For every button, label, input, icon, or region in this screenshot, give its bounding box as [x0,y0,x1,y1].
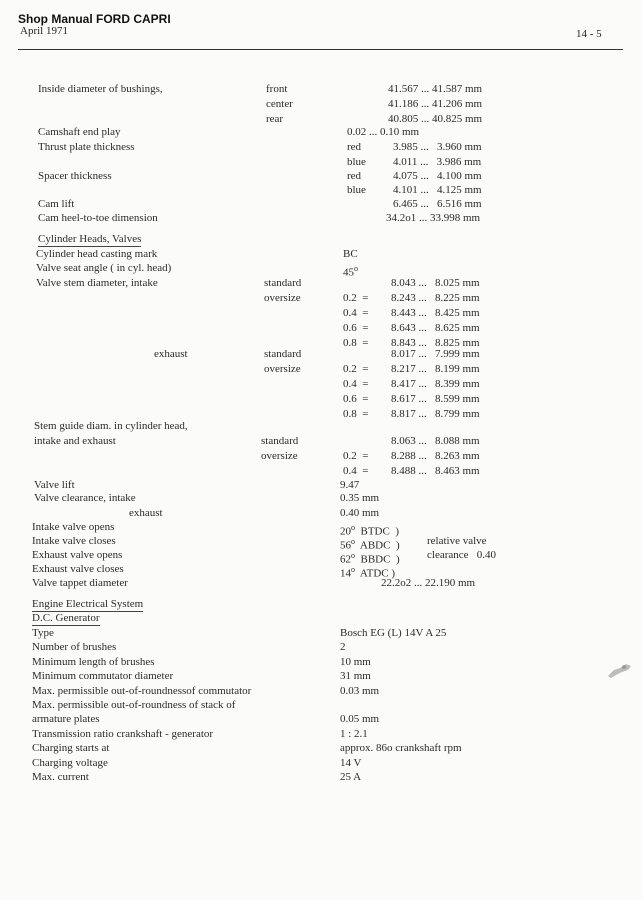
exhaust-standard-label: standard [264,348,302,360]
bushings-label: Inside diameter of bushings, [38,83,163,95]
exhaust-stem-oversize-4: 0.8 = [343,408,369,420]
casting-mark-label: Cylinder head casting mark [36,248,158,260]
guide-label-line1: Stem guide diam. in cylinder head, [34,420,188,432]
generator-spec-value-1: 2 [340,641,346,654]
manual-title: Shop Manual FORD CAPRI [18,12,171,26]
intake-stem-range-3: 8.643 ... 8.625 mm [391,322,480,334]
thrust-blue-value: 4.011 ... 3.986 mm [393,156,482,168]
spacer-red-value: 4.075 ... 4.100 mm [393,170,482,182]
casting-mark-value: BC [343,248,358,260]
exhaust-opens-value: 62$^o$ BBDC ) [340,551,400,566]
thrust-red-value: 3.985 ... 3.960 mm [393,141,482,153]
exhaust-opens-ref: BBDC ) [360,553,400,566]
generator-spec-label-0: Type [32,627,54,639]
section-dc-generator: D.C. Generator [32,612,100,624]
spacer-blue-label: blue [347,184,366,196]
generator-spec-label-6: armature plates [32,713,100,726]
exhaust-closes-value: 14$^o$ ATDC ) [340,565,396,580]
bushing-center-label: center [266,98,293,110]
thrust-red-label: red [347,141,362,153]
valve-lift-value: 9.47 [340,479,360,491]
valve-clearance-label: Valve clearance, intake [34,492,136,504]
stem-diameter-label: Valve stem diameter, intake [36,277,158,289]
page-number: 14 - 5 [576,28,602,40]
ink-smudge [604,660,634,682]
bushing-rear-label: rear [266,113,284,125]
intake-stem-range-4: 8.843 ... 8.825 mm [391,337,480,349]
valve-clearance-intake-value: 0.35 mm [340,492,380,504]
intake-closes-label: Intake valve closes [32,535,116,547]
generator-spec-label-2: Minimum length of brushes [32,655,155,668]
generator-spec-label-7: Transmission ratio crankshaft - generator [32,727,214,740]
intake-closes-ref: ABDC ) [359,539,400,552]
issue-date: April 1971 [20,25,68,37]
generator-spec-label-8: Charging starts at [32,742,110,755]
valve-clearance-exhaust-label: exhaust [129,507,163,519]
exhaust-stem-range-4: 8.817 ... 8.799 mm [391,408,480,420]
spacer-red-label: red [347,170,362,182]
exhaust-stem-oversize-1: 0.2 = [343,363,369,375]
guide-oversize-1: 0.2 = [343,450,369,462]
generator-spec-value-3: 31 mm [340,670,371,683]
generator-spec-value-4: 0.03 mm [340,684,380,697]
guide-oversize-label: oversize [261,450,298,462]
guide-label-line2: intake and exhaust [34,435,116,447]
generator-spec-value-6: 0.05 mm [340,713,380,726]
generator-spec-value-0: Bosch EG (L) 14V A 25 [340,627,447,639]
generator-spec-value-2: 10 mm [340,655,371,668]
bushing-center-value: 41.186 ... 41.206 mm [388,98,483,110]
generator-spec-value-10: 25 A [340,771,362,783]
guide-range-2: 8.488 ... 8.463 mm [391,465,480,477]
intake-standard-label: standard [264,277,302,289]
exhaust-stem-oversize-3: 0.6 = [343,393,369,405]
guide-standard-label: standard [261,435,299,447]
guide-oversize-2: 0.4 = [343,465,369,477]
section-cylinder-heads: Cylinder Heads, Valves [38,233,142,245]
intake-stem-range-0: 8.043 ... 8.025 mm [391,277,480,289]
guide-range-1: 8.288 ... 8.263 mm [391,450,480,462]
intake-stem-oversize-4: 0.8 = [343,337,369,349]
valve-clearance-exhaust-value: 0.40 mm [340,507,380,519]
generator-spec-label-1: Number of brushes [32,641,117,654]
intake-closes-value: 56$^o$ ABDC ) [340,537,400,552]
generator-spec-value-7: 1 : 2.1 [340,727,368,740]
exhaust-stem-range-3: 8.617 ... 8.599 mm [391,393,480,405]
valve-lift-label: Valve lift [34,479,75,491]
cam-lift-value: 6.465 ... 6.516 mm [393,198,482,210]
tappet-value: 22.2o2 ... 22.190 mm [381,577,476,589]
intake-closes-degrees: 56 [340,539,351,552]
generator-spec-label-5: Max. permissible out-of-roundness of stack of [32,699,236,711]
cam-heel-label: Cam heel-to-toe dimension [38,212,158,224]
generator-spec-label-10: Max. current [32,771,89,783]
exhaust-stem-range-1: 8.217 ... 8.199 mm [391,363,480,375]
header-rule [18,49,623,50]
spacer-blue-value: 4.101 ... 4.125 mm [393,184,482,196]
valve-seat-label: Valve seat angle ( in cyl. head) [36,262,172,274]
endplay-value: 0.02 ... 0.10 mm [347,126,420,138]
generator-spec-label-3: Minimum commutator diameter [32,670,174,683]
generator-spec-value-8: approx. 86o crankshaft rpm [340,742,462,755]
section-electrical: Engine Electrical System [32,598,144,610]
bushing-front-label: front [266,83,288,95]
cam-lift-label: Cam lift [38,198,75,210]
exhaust-oversize-label: oversize [264,363,301,375]
exhaust-closes-ref: ATDC ) [359,567,396,580]
guide-range-0: 8.063 ... 8.088 mm [391,435,480,447]
intake-oversize-label: oversize [264,292,301,304]
intake-stem-range-2: 8.443 ... 8.425 mm [391,307,480,319]
spacer-label: Spacer thickness [38,170,112,182]
intake-stem-oversize-3: 0.6 = [343,322,369,334]
timing-note-line1: relative valve [427,535,487,547]
valve-seat-value: 45$^o$ [343,264,358,279]
intake-stem-oversize-2: 0.4 = [343,307,369,319]
generator-spec-label-9: Charging voltage [32,756,108,769]
exhaust-stem-range-0: 8.017 ... 7.999 mm [391,348,480,360]
exhaust-closes-degrees: 14 [340,567,351,580]
exhaust-closes-label: Exhaust valve closes [32,563,124,575]
exhaust-opens-label: Exhaust valve opens [32,549,123,561]
timing-note-line2: clearance 0.40 [427,549,497,561]
intake-opens-value: 20$^o$ BTDC ) [340,523,399,538]
tappet-label: Valve tappet diameter [32,577,128,589]
endplay-label: Camshaft end play [38,126,121,138]
valve-seat-angle: 45 [343,266,354,279]
bushing-front-value: 41.567 ... 41.587 mm [388,83,483,95]
bushing-rear-value: 40.805 ... 40.825 mm [388,113,483,125]
intake-opens-ref: BTDC ) [360,525,399,538]
cam-heel-value: 34.2o1 ... 33.998 mm [386,212,481,224]
exhaust-stem-oversize-2: 0.4 = [343,378,369,390]
exhaust-stem-label: exhaust [154,348,188,360]
intake-stem-range-1: 8.243 ... 8.225 mm [391,292,480,304]
generator-spec-value-9: 14 V [340,756,362,769]
thrust-plate-label: Thrust plate thickness [38,141,135,153]
thrust-blue-label: blue [347,156,366,168]
intake-opens-label: Intake valve opens [32,521,115,533]
exhaust-opens-degrees: 62 [340,553,351,566]
generator-spec-label-4: Max. permissible out-of-roundnessof commutator [32,684,252,697]
exhaust-stem-range-2: 8.417 ... 8.399 mm [391,378,480,390]
intake-opens-degrees: 20 [340,525,351,538]
intake-stem-oversize-1: 0.2 = [343,292,369,304]
